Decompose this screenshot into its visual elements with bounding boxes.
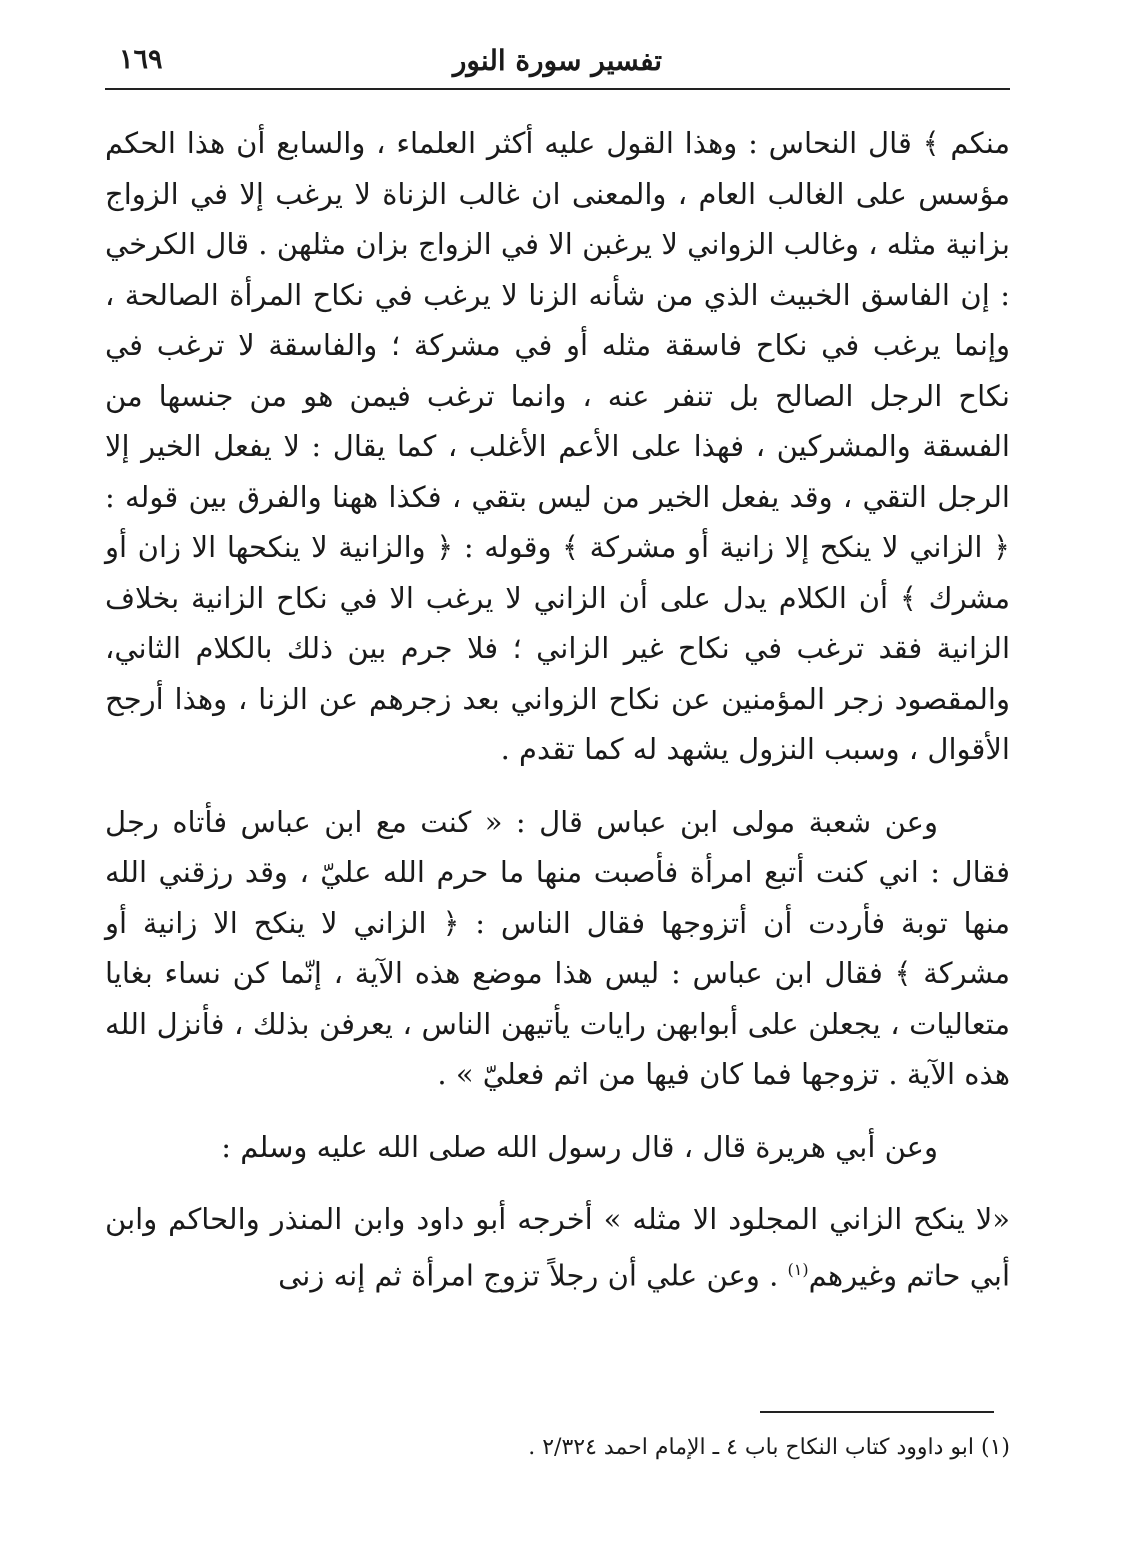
paragraph-2: وعن شعبة مولى ابن عباس قال : « كنت مع ابن عباس فأتاه رجل فقال : اني كنت أتبع امرأة فأصبت منها ما حرم الله عليّ ، وقد رزقني الله منها توبة فأردت أن أتزوجها فقال الناس : ﴿ الزاني لا ينكح الا زانية أو مشركة ﴾ فقال ابن عباس : ليس هذا موضع هذه الآية ، إنّما كن نساء بغايا متعاليات ، يجعلن على أبوابهن رايات يأتيهن الناس ، يعرفن بذلك ، فأنزل الله هذه الآية . تزوجها فما كان فيها من اثم فعليّ » . [105, 804, 1010, 1091]
footnote-marker: (١) [787, 1259, 809, 1279]
paragraph-4-text-b: . وعن علي أن رجلاً تزوج امرأة ثم إنه زنى [278, 1258, 788, 1293]
footnote-rule [760, 1411, 994, 1413]
body-text [105, 118, 1010, 1301]
page-number: ١٦٩ [119, 44, 163, 75]
running-title: تفسير سورة النور [452, 44, 663, 77]
paragraph-4 [105, 1194, 1010, 1301]
paragraph-4-text-a: «لا ينكح الزاني المجلود الا مثله » أخرجه أبو داود وابن المنذر والحاكم وابن أبي حاتم وغيرهم [105, 1202, 1010, 1293]
footnote: (١) ابو داوود كتاب النكاح باب ٤ ـ الإمام احمد ٢/٣٢٤ . [528, 1435, 1010, 1460]
paragraph-1: منكم ﴾ قال النحاس : وهذا القول عليه أكثر العلماء ، والسابع أن هذا الحكم مؤسس على الغالب العام ، والمعنى ان غالب الزناة لا يرغب إلا في الزواج بزانية مثله ، وغالب الزواني لا يرغبن الا في الزواج بزان مثلهن . قال الكرخي : إن الفاسق الخبيث الذي من شأنه الزنا لا يرغب في نكاح المرأة الصالحة ، وإنما يرغب في نكاح فاسقة مثله أو في مشركة ؛ والفاسقة لا ترغب في نكاح الرجل الصالح بل تنفر عنه ، وانما ترغب فيمن هو من جنسها من الفسقة والمشركين ، فهذا على الأعم الأغلب ، كما يقال : لا يفعل الخير إلا الرجل التقي ، وقد يفعل الخير من ليس بتقي ، فكذا ههنا والفرق بين قوله : ﴿ الزاني لا ينكح إلا زانية أو مشركة ﴾ وقوله : ﴿ والزانية لا ينكحها الا زان أو مشرك ﴾ أن الكلام يدل على أن الزاني لا يرغب الا في نكاح الزانية بخلاف الزانية فقد ترغب في نكاح غير الزاني ؛ فلا جرم بين ذلك بالكلام الثاني، والمقصود زجر المؤمنين عن نكاح الزواني بعد زجرهم عن الزنا ، وهذا أرجح الأقوال ، وسبب النزول يشهد له كما تقدم . [105, 126, 1011, 766]
page-header [105, 40, 1010, 90]
paragraph-3: وعن أبي هريرة قال ، قال رسول الله صلى الله عليه وسلم : [221, 1129, 938, 1164]
header-rule [105, 88, 1010, 90]
